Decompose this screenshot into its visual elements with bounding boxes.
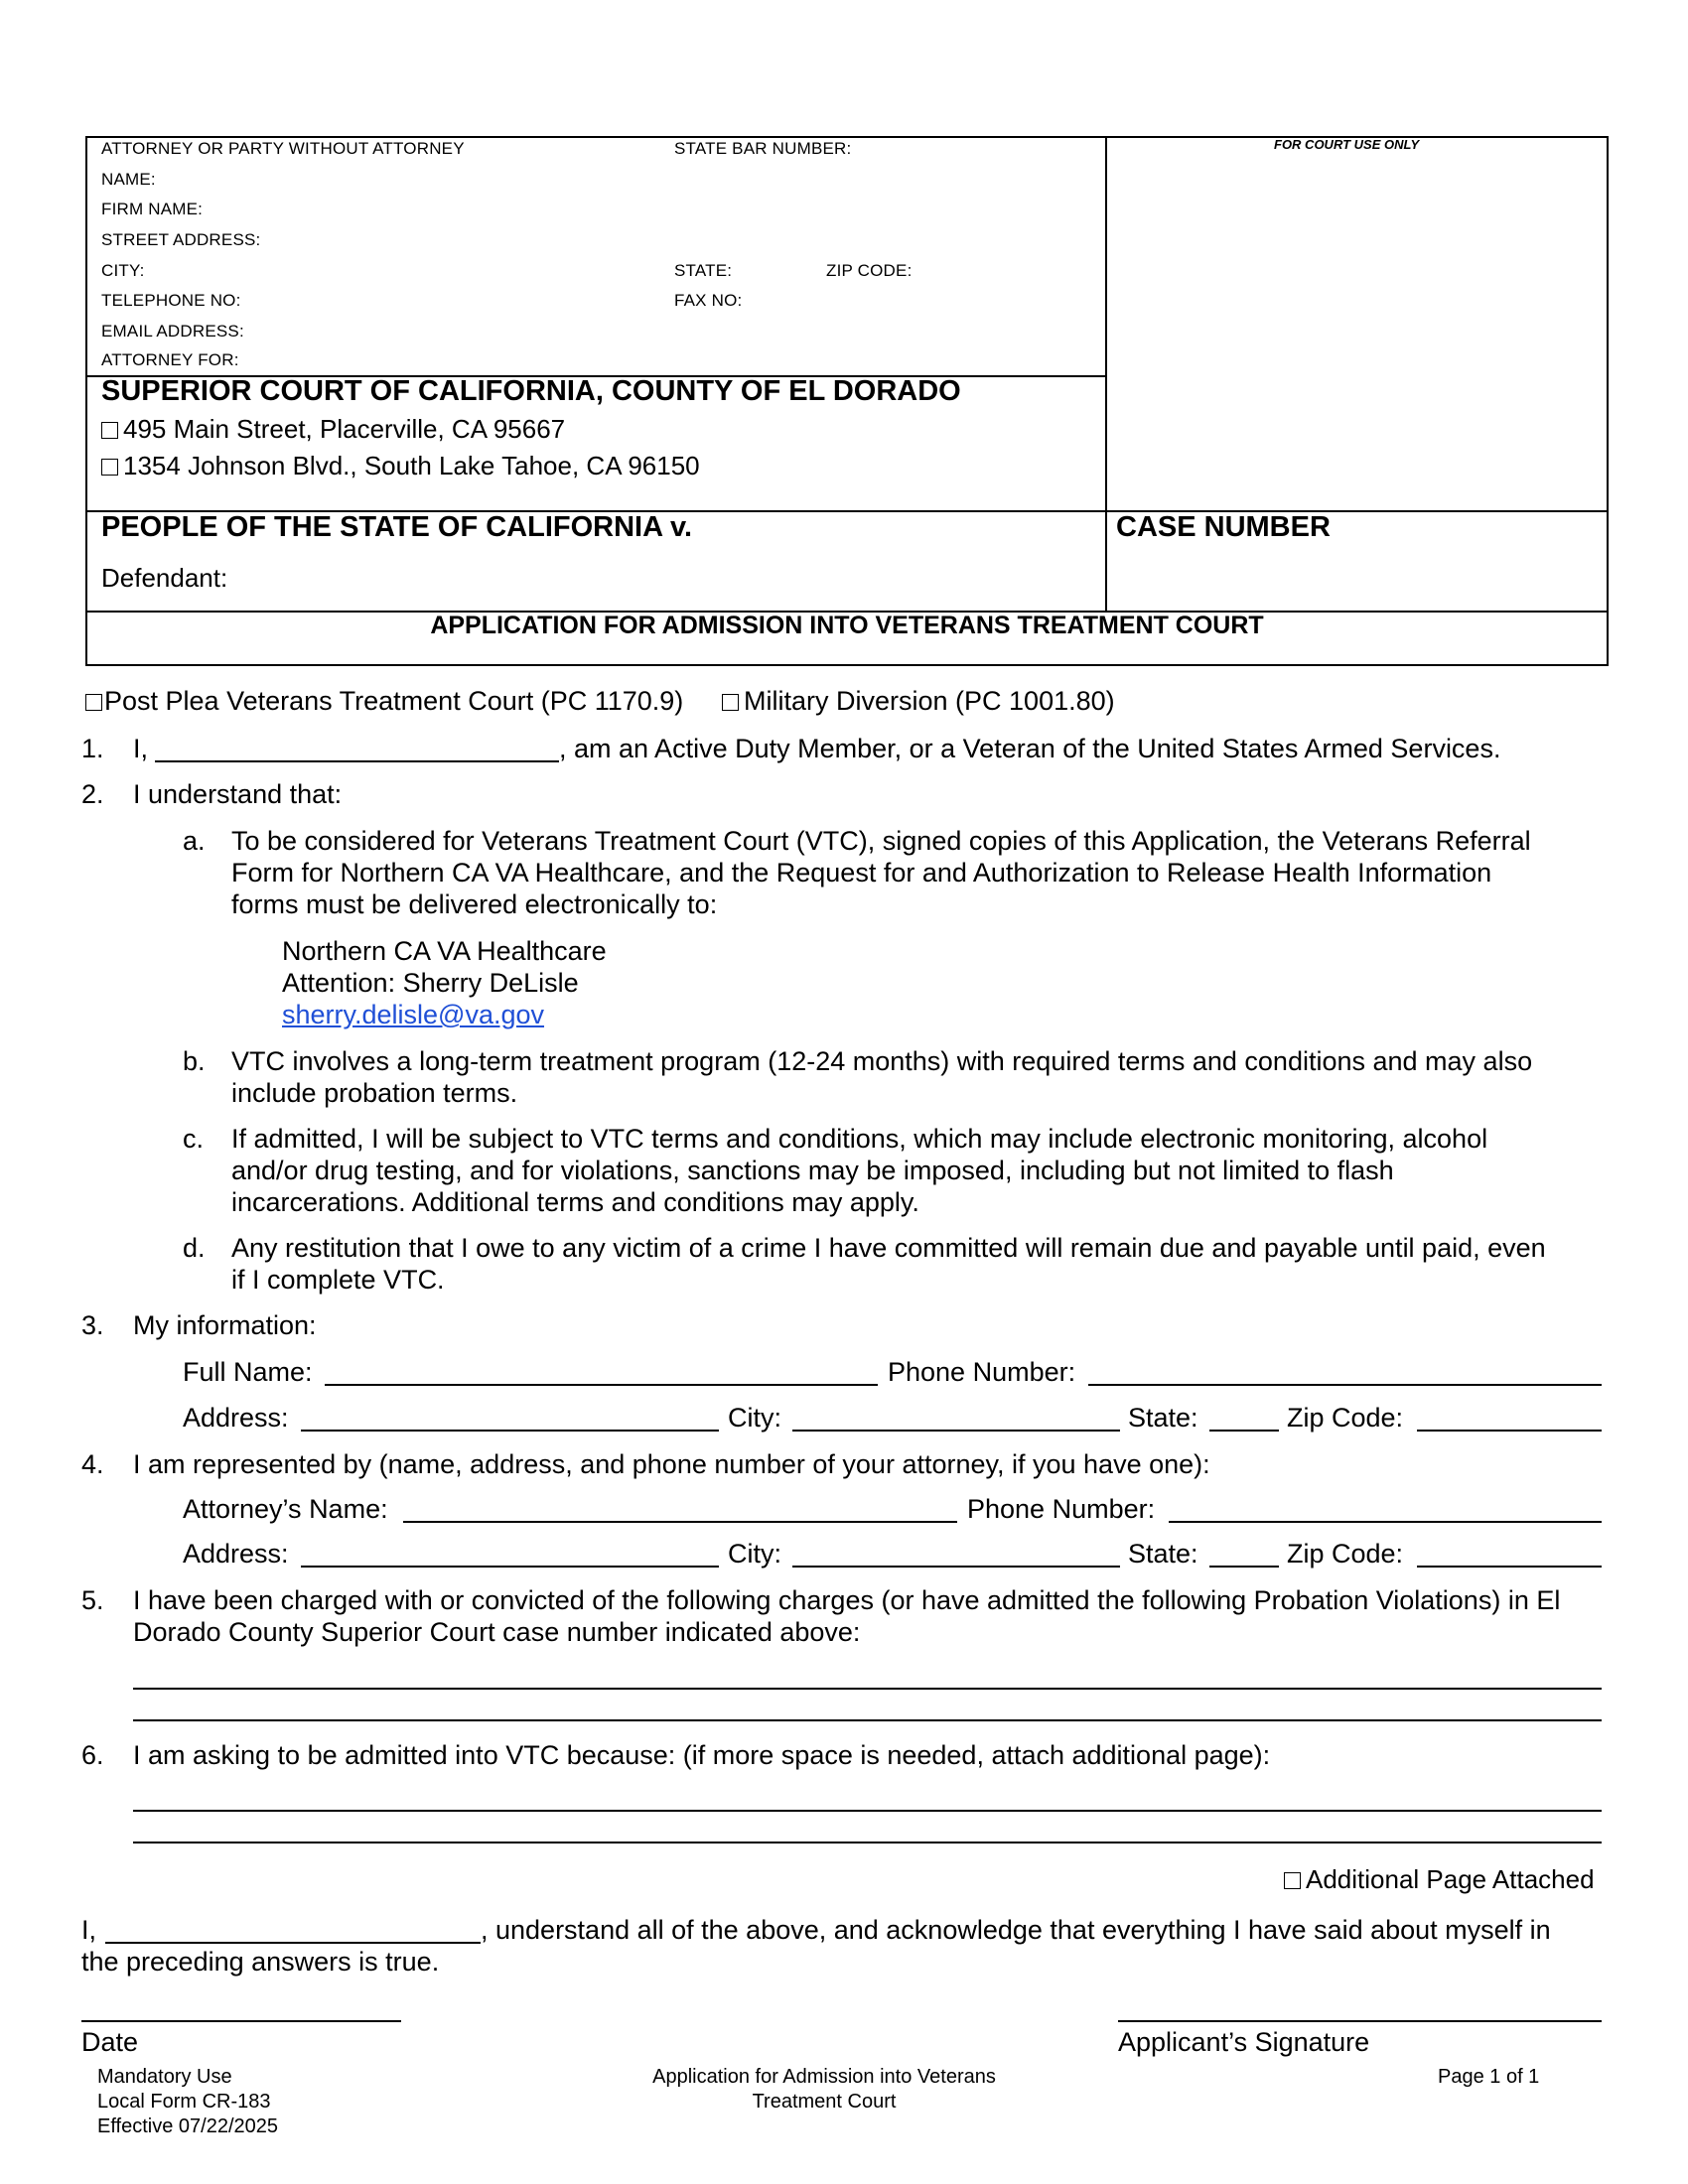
footer-center bbox=[576, 2065, 1072, 2115]
signature-label: Applicant’s Signature bbox=[1118, 2027, 1370, 2057]
item-number: 5. bbox=[81, 1585, 104, 1615]
sub-letter: b. bbox=[183, 1046, 206, 1076]
attorney-city-field[interactable] bbox=[792, 1566, 1120, 1568]
street-label: STREET ADDRESS: bbox=[101, 230, 261, 249]
defendant-label: Defendant: bbox=[101, 563, 228, 593]
item2-text: I understand that: bbox=[133, 779, 343, 809]
item2d-line2: if I complete VTC. bbox=[231, 1265, 445, 1295]
checkbox-icon[interactable] bbox=[85, 694, 102, 711]
zip-field[interactable] bbox=[1417, 1430, 1602, 1432]
form-title: APPLICATION FOR ADMISSION INTO VETERANS TREATMENT COURT bbox=[430, 612, 1264, 639]
signature-line[interactable] bbox=[1118, 2020, 1602, 2022]
reason-line[interactable] bbox=[133, 1842, 1602, 1843]
sub-letter: a. bbox=[183, 826, 206, 856]
ack-text: , understand all of the above, and acknowledge that everything I have said about myself in bbox=[481, 1915, 1551, 1945]
attorney-state-field[interactable] bbox=[1209, 1566, 1279, 1568]
attorney-state-label: State: bbox=[1128, 1539, 1198, 1569]
item-number: 2. bbox=[81, 779, 104, 809]
footer-effective-date: Effective 07/22/2025 bbox=[97, 2116, 278, 2137]
item6-text: I am asking to be admitted into VTC because: (if more space is needed, attach additional page): bbox=[133, 1740, 1271, 1770]
attorney-phone-field[interactable] bbox=[1169, 1521, 1602, 1523]
sub-letter: d. bbox=[183, 1233, 206, 1263]
footer-page: Page 1 of 1 bbox=[1438, 2066, 1540, 2088]
item5-line1: I have been charged with or convicted of the following charges (or have admitted the following Probation Violations) in El bbox=[133, 1585, 1561, 1615]
va-attention: Attention: Sherry DeLisle bbox=[282, 968, 579, 998]
applicant-name-line[interactable] bbox=[155, 760, 559, 762]
post-plea-option[interactable]: Post Plea Veterans Treatment Court (PC 1170.9) bbox=[85, 685, 683, 717]
footer-title-line1: Application for Admission into Veterans bbox=[652, 2066, 996, 2088]
attorney-for-label: ATTORNEY FOR: bbox=[101, 350, 239, 369]
va-email-link[interactable]: sherry.delisle@va.gov bbox=[282, 1000, 545, 1029]
ack-prefix: I, bbox=[81, 1915, 97, 1945]
item2c-line1: If admitted, I will be subject to VTC terms and conditions, which may include electronic monitoring, alcohol bbox=[231, 1124, 1488, 1154]
telephone-label: TELEPHONE NO: bbox=[101, 291, 241, 310]
item2c-line2: and/or drug testing, and for violations, sanctions may be imposed, including but not limited to flash bbox=[231, 1156, 1394, 1185]
footer-left bbox=[97, 2065, 278, 2139]
item1-prefix: I, bbox=[133, 734, 149, 763]
checkbox-icon[interactable] bbox=[1284, 1872, 1301, 1889]
checkbox-icon[interactable] bbox=[722, 694, 739, 711]
attorney-name-field[interactable] bbox=[403, 1521, 957, 1523]
item-number: 4. bbox=[81, 1449, 104, 1479]
item-number: 3. bbox=[81, 1310, 104, 1340]
va-name: Northern CA VA Healthcare bbox=[282, 936, 607, 966]
email-label: EMAIL ADDRESS: bbox=[101, 322, 244, 341]
charges-line[interactable] bbox=[133, 1719, 1602, 1721]
checkbox-icon[interactable] bbox=[101, 422, 118, 439]
item2a-line1: To be considered for Veterans Treatment Court (VTC), signed copies of this Application, the Veterans Referral bbox=[231, 826, 1531, 856]
attorney-name-label: Attorney’s Name: bbox=[183, 1494, 388, 1524]
item2b-line1: VTC involves a long-term treatment program (12-24 months) with required terms and conditions and may also bbox=[231, 1046, 1533, 1076]
attorney-party-label: ATTORNEY OR PARTY WITHOUT ATTORNEY bbox=[101, 139, 465, 158]
caption-divider bbox=[1105, 138, 1107, 613]
item5-line2: Dorado County Superior Court case number indicated above: bbox=[133, 1617, 861, 1647]
attorney-address-label: Address: bbox=[183, 1539, 289, 1569]
zip-label: ZIP CODE: bbox=[826, 261, 913, 280]
footer-mandatory: Mandatory Use bbox=[97, 2066, 232, 2088]
item2c-line3: incarcerations. Additional terms and conditions may apply. bbox=[231, 1187, 919, 1217]
firm-label: FIRM NAME: bbox=[101, 200, 204, 218]
charges-line[interactable] bbox=[133, 1688, 1602, 1690]
item-number: 6. bbox=[81, 1740, 104, 1770]
footer-form-number: Local Form CR-183 bbox=[97, 2091, 271, 2113]
attorney-address-field[interactable] bbox=[301, 1566, 719, 1568]
item3-text: My information: bbox=[133, 1310, 317, 1340]
people-caption: PEOPLE OF THE STATE OF CALIFORNIA v. bbox=[101, 511, 693, 543]
full-name-field[interactable] bbox=[325, 1384, 878, 1386]
address-option-tahoe[interactable]: 1354 Johnson Blvd., South Lake Tahoe, CA 96150 bbox=[101, 450, 700, 481]
ack-name-line[interactable] bbox=[105, 1942, 481, 1944]
city-label: City: bbox=[728, 1403, 781, 1433]
address-option-placerville[interactable]: 495 Main Street, Placerville, CA 95667 bbox=[101, 413, 565, 445]
sub-letter: c. bbox=[183, 1124, 205, 1154]
item1-text: , am an Active Duty Member, or a Veteran of the United States Armed Services. bbox=[559, 734, 1501, 763]
item2a-line2: Form for Northern CA VA Healthcare, and the Request for and Authorization to Release Health Information bbox=[231, 858, 1492, 887]
item2d-line1: Any restitution that I owe to any victim of a crime I have committed will remain due and payable until paid, even bbox=[231, 1233, 1546, 1263]
item2a-line3: forms must be delivered electronically to: bbox=[231, 889, 718, 919]
court-use-label: FOR COURT USE ONLY bbox=[1274, 137, 1420, 152]
date-label: Date bbox=[81, 2027, 139, 2057]
full-name-label: Full Name: bbox=[183, 1357, 313, 1387]
attorney-phone-label: Phone Number: bbox=[967, 1494, 1156, 1524]
item-number: 1. bbox=[81, 734, 104, 763]
checkbox-icon[interactable] bbox=[101, 459, 118, 476]
phone-field[interactable] bbox=[1088, 1384, 1602, 1386]
phone-label: Phone Number: bbox=[888, 1357, 1076, 1387]
additional-page-option[interactable]: Additional Page Attached bbox=[1284, 1863, 1595, 1895]
fax-label: FAX NO: bbox=[674, 291, 743, 310]
date-line[interactable] bbox=[81, 2020, 401, 2022]
attorney-zip-field[interactable] bbox=[1417, 1566, 1602, 1568]
attorney-zip-label: Zip Code: bbox=[1287, 1539, 1404, 1569]
city-field[interactable] bbox=[792, 1430, 1120, 1432]
state-field[interactable] bbox=[1209, 1430, 1279, 1432]
state-label: STATE: bbox=[674, 261, 733, 280]
court-name: SUPERIOR COURT OF CALIFORNIA, COUNTY OF EL DORADO bbox=[101, 375, 961, 407]
name-label: NAME: bbox=[101, 170, 156, 189]
state-bar-label: STATE BAR NUMBER: bbox=[674, 139, 852, 158]
address-label: Address: bbox=[183, 1403, 289, 1433]
city-label: CITY: bbox=[101, 261, 145, 280]
ack-line2: the preceding answers is true. bbox=[81, 1947, 440, 1977]
address-field[interactable] bbox=[301, 1430, 719, 1432]
reason-line[interactable] bbox=[133, 1810, 1602, 1812]
case-number-label: CASE NUMBER bbox=[1116, 511, 1331, 543]
item4-text: I am represented by (name, address, and phone number of your attorney, if you have one): bbox=[133, 1449, 1210, 1479]
attorney-city-label: City: bbox=[728, 1539, 781, 1569]
military-diversion-option[interactable]: Military Diversion (PC 1001.80) bbox=[722, 685, 1115, 717]
footer-title-line2: Treatment Court bbox=[752, 2091, 897, 2113]
state-label: State: bbox=[1128, 1403, 1198, 1433]
zip-label: Zip Code: bbox=[1287, 1403, 1404, 1433]
item2b-line2: include probation terms. bbox=[231, 1078, 518, 1108]
